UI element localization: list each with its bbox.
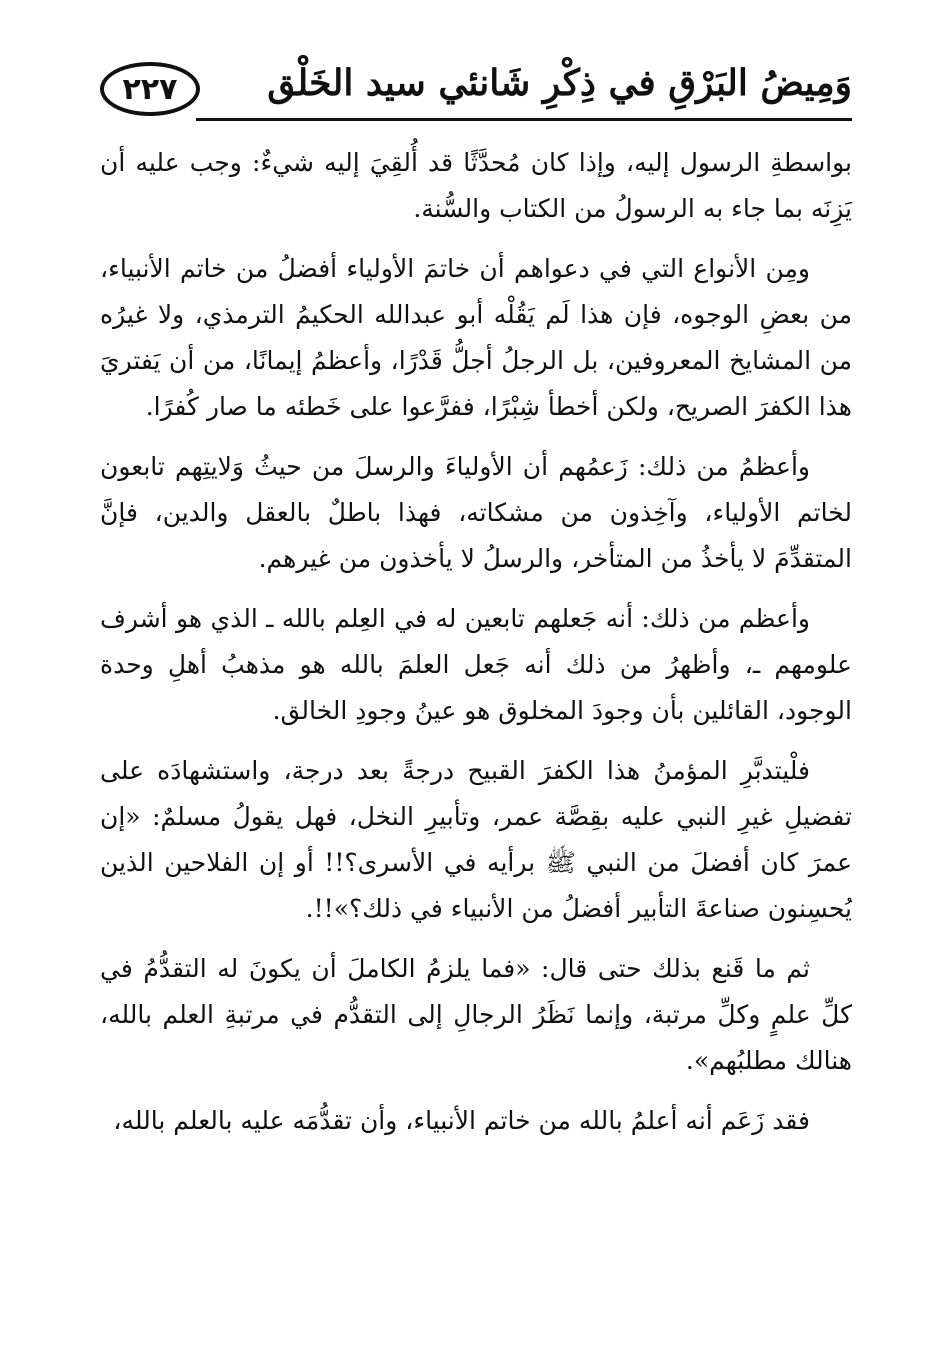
- body-text: [100, 140, 852, 1158]
- paragraph: فلْيتدبَّرِ المؤمنُ هذا الكفرَ القبيح درجةً بعد درجة، واستشهادَه على تفضيلِ غيرِ النبي عليه بقِصَّة عمر، وتأبيرِ النخل، فهل يقولُ مسلمٌ: «إن عمرَ كان أفضلَ من النبي ﷺ برأيه في الأسرى؟!! أو إن الفلاحين الذين يُحسِنون صناعةَ التأبير أفضلُ من الأنبياء في ذلك؟»!!.: [100, 756, 852, 923]
- paragraph: ثم ما قَنع بذلك حتى قال: «فما يلزمُ الكاملَ أن يكونَ له التقدُّمُ في كلِّ علمٍ وكلِّ مرتبة، وإنما نَظَرُ الرجالِ إلى التقدُّم في مرتبةِ العلم بالله، هنالك مطلبُهم».: [100, 954, 852, 1075]
- running-title: وَمِيضُ البَرْقِ في ذِكْرِ شَانئي سيد الخَلْق: [267, 62, 852, 104]
- page-number-frame: [100, 62, 200, 116]
- paragraph: ومِن الأنواع التي في دعواهم أن خاتمَ الأولياء أفضلُ من خاتم الأنبياء، من بعضِ الوجوه، فإن هذا لَم يَقُلْه أبو عبدالله الحكيمُ الترمذي، ولا غيرُه من المشايخ المعروفين، بل الرجلُ أجلُّ قَدْرًا، وأعظمُ إيمانًا، من أن يَفتريَ هذا الكفرَ الصريح، ولكن أخطأ شِبْرًا، ففرَّعوا على خَطئه ما صار كُفرًا.: [100, 254, 852, 421]
- paragraph: بواسطةِ الرسول إليه، وإذا كان مُحدَّثًا قد أُلقِيَ إليه شيءٌ: وجب عليه أن يَزِنَه بما جاء به الرسولُ من الكتاب والسُّنة.: [100, 148, 852, 223]
- paragraph: وأعظم من ذلك: أنه جَعلهم تابعين له في العِلم بالله ـ الذي هو أشرف علومهم ـ، وأظهرُ من ذلك أنه جَعل العلمَ بالله هو مذهبُ أهلِ وحدة الوجود، القائلين بأن وجودَ المخلوق هو عينُ وجودِ الخالق.: [100, 604, 852, 725]
- paragraph: فقد زَعَم أنه أعلمُ بالله من خاتم الأنبياء، وأن تقدُّمَه عليه بالعلم بالله،: [113, 1106, 810, 1135]
- page-number: ٢٢٧: [122, 71, 178, 107]
- page-header: [100, 60, 852, 120]
- header-rule: [196, 118, 852, 121]
- paragraph: وأعظمُ من ذلك: زَعمُهم أن الأولياءَ والرسلَ من حيثُ وَلايتِهم تابعون لخاتم الأولياء، وآخِذون من مشكاته، فهذا باطلٌ بالعقل والدين، فإنَّ المتقدِّمَ لا يأخذُ من المتأخر، والرسلُ لا يأخذون من غيرهم.: [100, 452, 852, 573]
